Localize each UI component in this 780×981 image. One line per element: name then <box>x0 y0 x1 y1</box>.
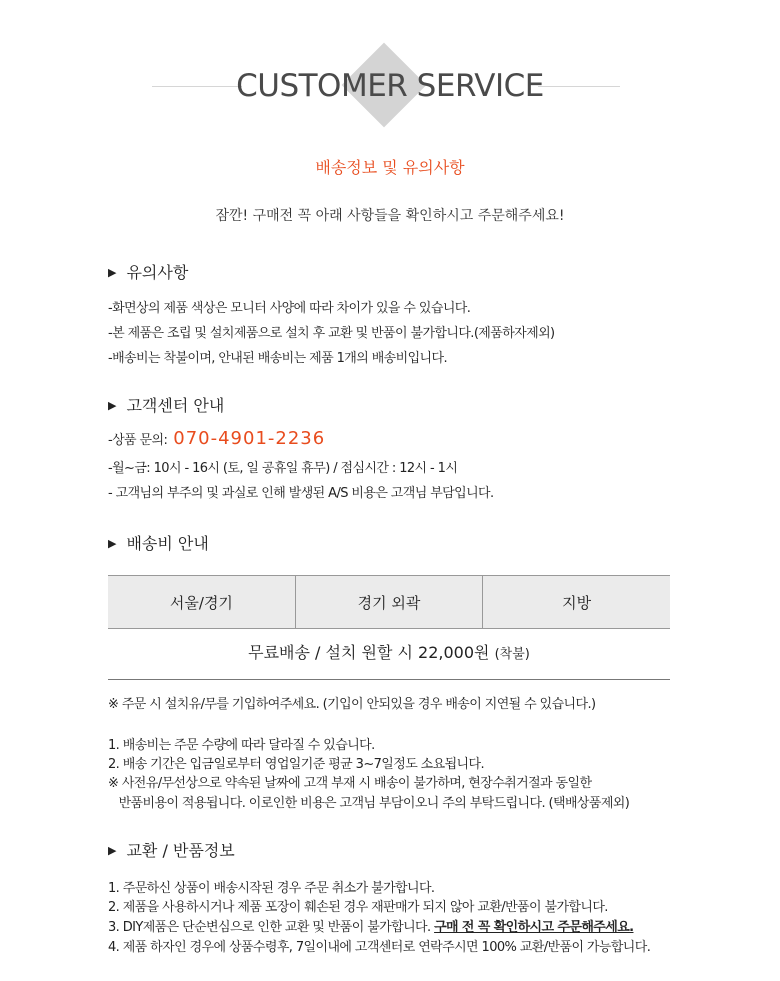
section-subtitle: 배송정보 및 유의사항 <box>315 158 465 177</box>
triangle-right-icon: ▶ <box>108 399 117 412</box>
caution-line: -본 제품은 조립 및 설치제품으로 설치 후 교환 및 반품이 불가합니다.(제품하자제외) <box>108 326 555 341</box>
shipping-note: 1. 배송비는 주문 수량에 따라 달라질 수 있습니다. <box>108 738 375 753</box>
shipping-note: 반품비용이 적용됩니다. 이로인한 비용은 고객님 부담이오니 주의 부탁드립니다. (택배상품제외) <box>108 796 630 811</box>
phone-row <box>108 428 325 449</box>
exchange-line: 2. 제품을 사용하시거나 제품 포장이 훼손된 경우 재판매가 되지 않아 교환/반품이 불가합니다. <box>108 900 608 915</box>
page-header <box>0 40 780 140</box>
shipping-col-seoul: 서울/경기 <box>108 576 295 629</box>
phone-label: -상품 문의: <box>108 433 168 448</box>
caution-line: -화면상의 제품 색상은 모니터 사양에 따라 차이가 있을 수 있습니다. <box>108 301 471 316</box>
caution-line: -배송비는 착불이며, 안내된 배송비는 제품 1개의 배송비입니다. <box>108 351 447 366</box>
emphasis-text: 구매 전 꼭 확인하시고 주문해주세요. <box>434 920 634 935</box>
shipping-heading: ▶ 배송비 안내 <box>108 534 209 553</box>
shipping-remark: ※ 주문 시 설치유/무를 기입하여주세요. (기입이 안되있을 경우 배송이 지연될 수 있습니다.) <box>108 697 596 712</box>
center-heading: ▶ 고객센터 안내 <box>108 396 225 415</box>
shipping-col-outer: 경기 외곽 <box>295 576 482 629</box>
phone-number[interactable]: 070-4901-2236 <box>173 428 326 449</box>
shipping-note: 2. 배송 기간은 입금일로부터 영업일기준 평균 3~7일정도 소요됩니다. <box>108 757 485 772</box>
caution-heading: ▶ 유의사항 <box>108 263 189 282</box>
divider <box>108 679 670 680</box>
page-title: CUSTOMER SERVICE <box>236 68 544 104</box>
exchange-heading: ▶ 교환 / 반품정보 <box>108 841 235 860</box>
exchange-line: 3. DIY제품은 단순변심으로 인한 교환 및 반품이 불가합니다. 구매 전 꼭 확인하시고 주문해주세요. <box>108 920 634 935</box>
notice-text: 잠깐! 구매전 꼭 아래 사항들을 확인하시고 주문해주세요! <box>215 208 565 224</box>
shipping-col-region: 지방 <box>483 576 670 629</box>
triangle-right-icon: ▶ <box>108 266 117 279</box>
shipping-table <box>108 575 670 629</box>
exchange-line: 4. 제품 하자인 경우에 상품수령후, 7일이내에 고객센터로 연락주시면 100% 교환/반품이 가능합니다. <box>108 940 651 955</box>
triangle-right-icon: ▶ <box>108 537 117 550</box>
shipping-note: ※ 사전유/무선상으로 약속된 날짜에 고객 부재 시 배송이 불가하며, 현장수취거절과 동일한 <box>108 776 592 791</box>
shipping-price: 무료배송 / 설치 원할 시 22,000원 (착불) <box>248 643 530 662</box>
as-note: - 고객님의 부주의 및 과실로 인해 발생된 A/S 비용은 고객님 부담입니다. <box>108 486 494 501</box>
hours-text: -월~금: 10시 - 16시 (토, 일 공휴일 휴무) / 점심시간 : 12시 - 1시 <box>108 461 458 476</box>
triangle-right-icon: ▶ <box>108 844 117 857</box>
exchange-line: 1. 주문하신 상품이 배송시작된 경우 주문 취소가 불가합니다. <box>108 881 435 896</box>
